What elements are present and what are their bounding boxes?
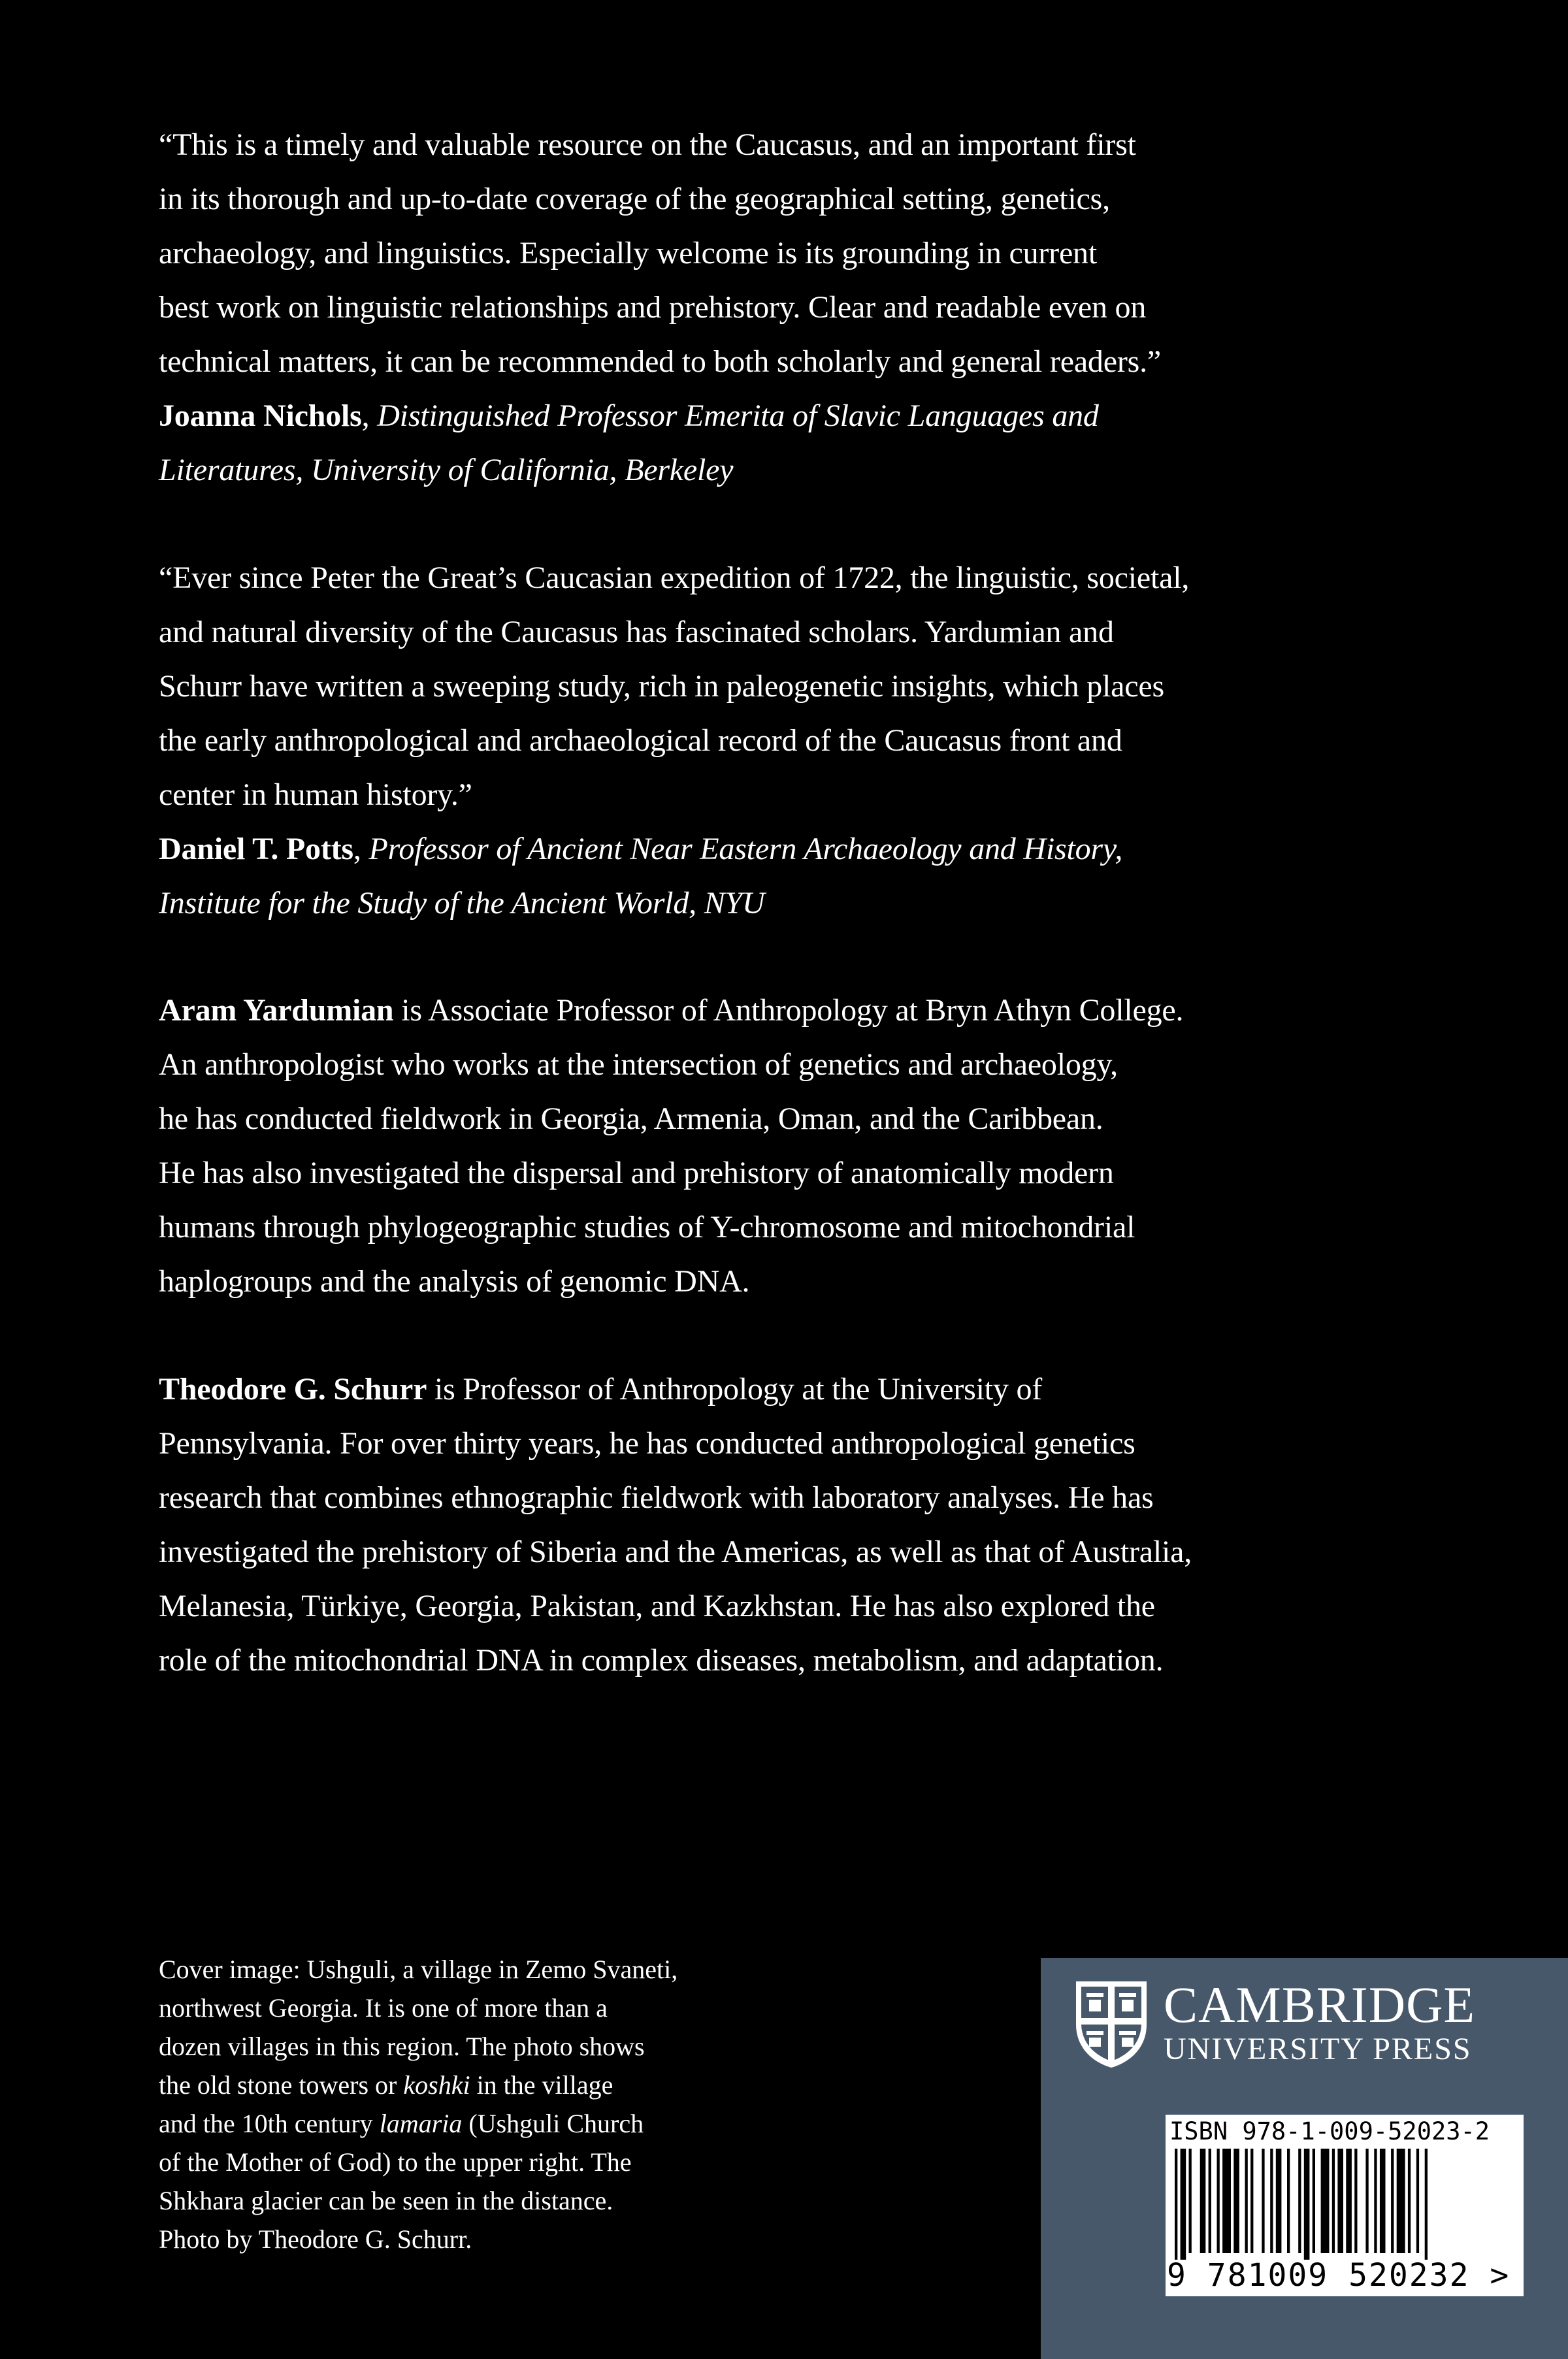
quote-line: archaeology, and linguistics. Especially welcome is its grounding in current <box>159 236 1097 270</box>
caption-line: dozen villages in this region. The photo shows <box>159 2032 645 2061</box>
barcode-bars <box>1169 2149 1520 2260</box>
barcode-digits: 9 781009 520232 > <box>1167 2257 1511 2294</box>
isbn-barcode <box>1166 2115 1524 2296</box>
quote-line: technical matters, it can be recommended to both scholarly and general readers.” <box>159 344 1161 379</box>
barcode-bar <box>1250 2149 1253 2253</box>
bio-line: role of the mitochondrial DNA in complex diseases, metabolism, and adaptation. <box>159 1643 1164 1678</box>
author-name: Aram Yardumian <box>159 993 394 1028</box>
endorser-role: Professor of Ancient Near Eastern Archaeology and History, <box>368 832 1123 866</box>
barcode-bar <box>1175 2149 1177 2260</box>
quote-line: in its thorough and up-to-date coverage of the geographical setting, genetics, <box>159 182 1110 216</box>
attribution-line: Joanna Nichols, Distinguished Professor Emerita of Slavic Languages and <box>159 399 1099 433</box>
quote-line: best work on linguistic relationships and prehistory. Clear and readable even on <box>159 290 1147 325</box>
bio-first-line <box>159 983 1328 1037</box>
publisher-name <box>1164 1976 1476 2068</box>
barcode-bar <box>1200 2149 1206 2253</box>
caption-italic-term: koshki <box>403 2070 470 2100</box>
endorser-role: Literatures, University of California, Berkeley <box>159 453 734 487</box>
bio-line: research that combines ethnographic fieldwork with laboratory analyses. He has <box>159 1480 1154 1515</box>
barcode-bar <box>1337 2149 1343 2253</box>
isbn-label: ISBN 978-1-009-52023-2 <box>1169 2117 1490 2145</box>
barcode-bar <box>1416 2149 1419 2253</box>
caption-line: and the 10th century lamaria (Ushguli Church <box>159 2109 644 2138</box>
bio-line: is Associate Professor of Anthropology at Bryn Athyn College. <box>393 993 1184 1028</box>
quote-line: the early anthropological and archaeological record of the Caucasus front and <box>159 723 1122 758</box>
barcode-bar <box>1425 2149 1428 2260</box>
author-bio-schurr <box>159 1362 1328 1687</box>
bio-line: haplogroups and the analysis of genomic DNA. <box>159 1264 750 1299</box>
bio-first-line <box>159 1362 1328 1416</box>
barcode-bar <box>1298 2149 1301 2253</box>
endorser-name: Joanna Nichols <box>159 399 362 433</box>
barcode-bar <box>1287 2149 1290 2253</box>
barcode-bar <box>1321 2149 1330 2253</box>
caption-line: Photo by Theodore G. Schurr. <box>159 2224 472 2254</box>
barcode-bar <box>1408 2149 1411 2253</box>
cambridge-crest-icon <box>1073 1979 1149 2070</box>
caption-line: the old stone towers or koshki in the village <box>159 2070 613 2100</box>
barcode-bar <box>1304 2149 1310 2260</box>
bio-line: Pennsylvania. For over thirty years, he has conducted anthropological genetics <box>159 1426 1135 1461</box>
author-name: Theodore G. Schurr <box>159 1372 427 1407</box>
barcode-bar <box>1332 2149 1335 2253</box>
endorser-role: Institute for the Study of the Ancient World, NYU <box>159 886 765 920</box>
barcode-bar <box>1209 2149 1211 2253</box>
publisher-logo <box>1073 1976 1476 2070</box>
bio-line: humans through phylogeographic studies of Y-chromosome and mitochondrial <box>159 1210 1135 1245</box>
bio-line: he has conducted fieldwork in Georgia, Armenia, Oman, and the Caribbean. <box>159 1101 1103 1136</box>
bio-line: Melanesia, Türkiye, Georgia, Pakistan, and Kazkhstan. He has also explored the <box>159 1589 1155 1623</box>
publisher-name-line2: UNIVERSITY PRESS <box>1164 2032 1472 2066</box>
bio-line: An anthropologist who works at the intersection of genetics and archaeology, <box>159 1047 1118 1082</box>
barcode-bar <box>1313 2149 1315 2253</box>
caption-line: of the Mother of God) to the upper right. The <box>159 2147 632 2177</box>
attribution-line: Daniel T. Potts, Professor of Ancient Near Eastern Archaeology and History, <box>159 832 1123 866</box>
bio-line: He has also investigated the dispersal and prehistory of anatomically modern <box>159 1156 1114 1190</box>
caption-line: northwest Georgia. It is one of more than a <box>159 1993 608 2023</box>
bio-line: is Professor of Anthropology at the University of <box>427 1372 1043 1407</box>
publisher-name-line1: CAMBRIDGE <box>1164 1976 1476 2033</box>
quote-line: Schurr have written a sweeping study, rich in paleogenetic insights, which places <box>159 669 1164 704</box>
barcode-bar <box>1233 2149 1239 2253</box>
author-bio-yardumian <box>159 983 1328 1309</box>
barcode-bar <box>1245 2149 1248 2253</box>
barcode-bar <box>1346 2149 1352 2253</box>
barcode-bar <box>1262 2149 1264 2253</box>
barcode-bar <box>1222 2149 1231 2253</box>
endorsement-quote-nichols <box>159 118 1328 497</box>
caption-line: Cover image: Ushguli, a village in Zemo Svaneti, <box>159 1955 678 1984</box>
barcode-bar <box>1270 2149 1273 2253</box>
barcode-bar <box>1397 2149 1405 2253</box>
barcode-bar <box>1217 2149 1220 2253</box>
quote-line: and natural diversity of the Caucasus has fascinated scholars. Yardumian and <box>159 615 1114 649</box>
caption-line: Shkhara glacier can be seen in the distance. <box>159 2186 613 2215</box>
bio-line: investigated the prehistory of Siberia and the Americas, as well as that of Australia, <box>159 1535 1192 1569</box>
barcode-bar <box>1276 2149 1282 2253</box>
publisher-panel <box>1041 1958 1568 2359</box>
barcode-bar <box>1374 2149 1377 2253</box>
caption-italic-term: lamaria <box>379 2109 463 2138</box>
cover-image-caption <box>159 1950 678 2258</box>
barcode-bar <box>1365 2149 1368 2253</box>
quote-line: center in human history.” <box>159 777 472 812</box>
endorsement-quote-potts <box>159 551 1328 930</box>
barcode-bar <box>1354 2149 1357 2253</box>
barcode-bar <box>1380 2149 1386 2253</box>
quote-line: “This is a timely and valuable resource on the Caucasus, and an important first <box>159 127 1136 162</box>
endorser-role: Distinguished Professor Emerita of Slavic Languages and <box>377 399 1099 433</box>
barcode-bar <box>1189 2149 1192 2253</box>
barcode-bar <box>1181 2149 1186 2260</box>
quote-line: “Ever since Peter the Great’s Caucasian expedition of 1722, the linguistic, societal, <box>159 561 1190 595</box>
barcode-bar <box>1391 2149 1394 2253</box>
endorser-name: Daniel T. Potts <box>159 832 353 866</box>
